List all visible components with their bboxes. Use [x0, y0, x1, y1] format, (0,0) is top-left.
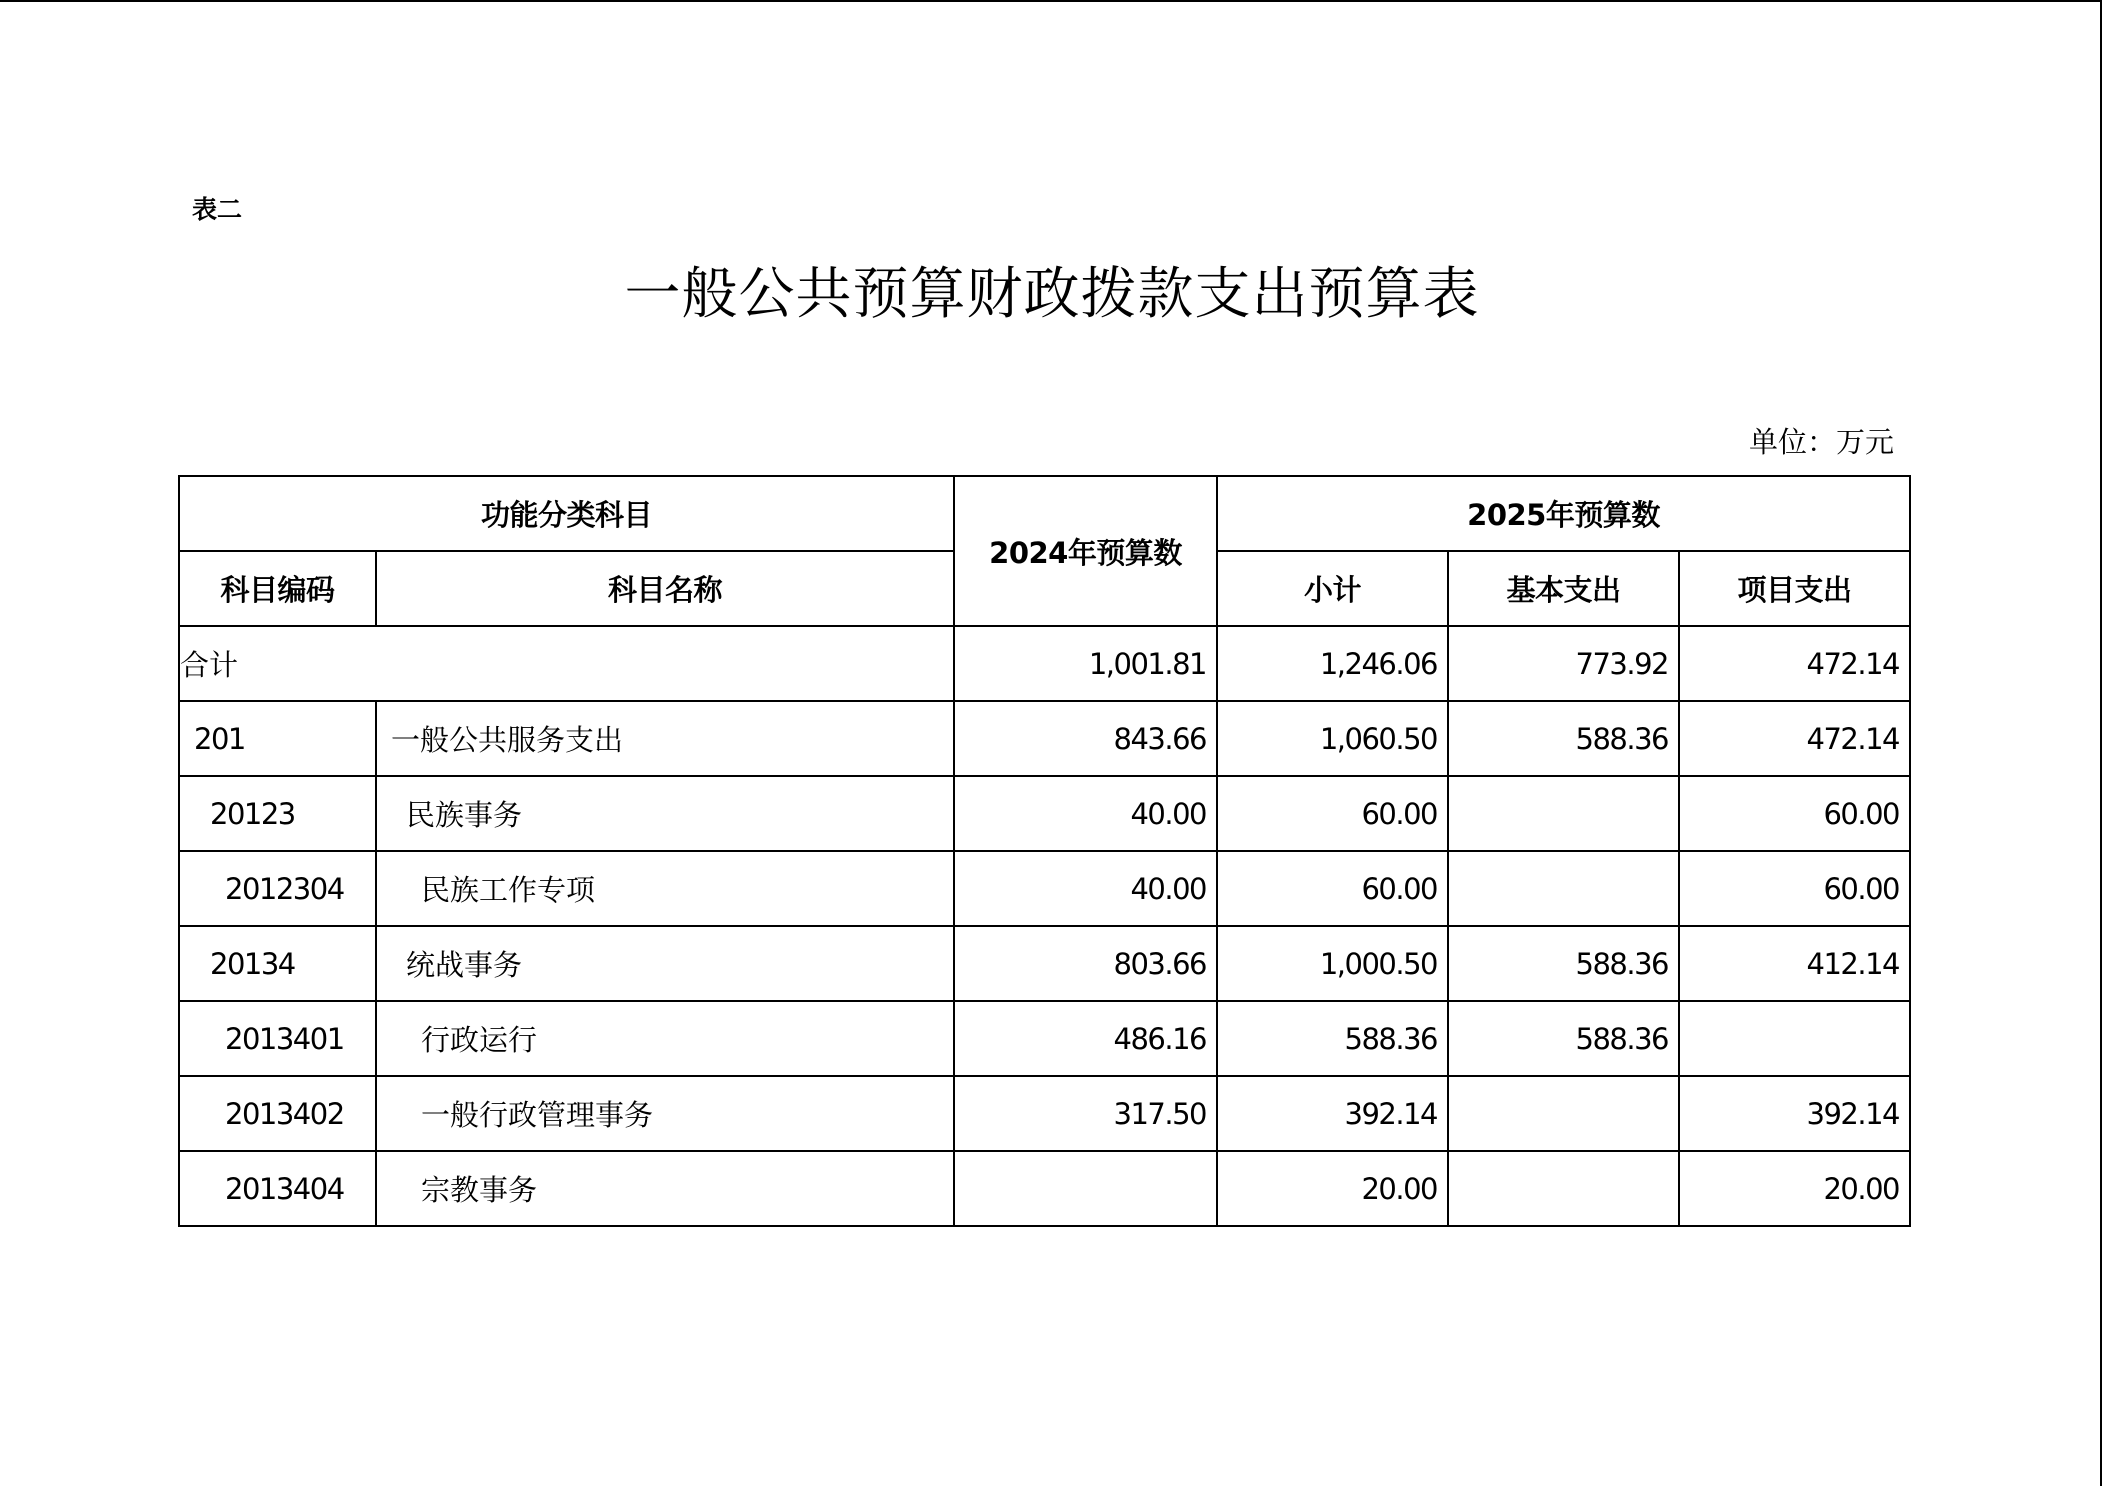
- row-basic: [1448, 1151, 1679, 1226]
- unit-label: 单位：万元: [1748, 425, 1894, 459]
- row-budget-2024: 843.66: [954, 701, 1217, 776]
- header-budget-2024: 2024年预算数: [954, 476, 1217, 626]
- header-row-1: [179, 476, 1910, 551]
- row-basic: [1448, 776, 1679, 851]
- row-project: 20.00: [1679, 1151, 1910, 1226]
- row-subtotal: 392.14: [1217, 1076, 1448, 1151]
- row-code: 20123: [179, 776, 376, 851]
- header-code: 科目编码: [179, 551, 376, 626]
- row-basic: 588.36: [1448, 926, 1679, 1001]
- row-basic: [1448, 851, 1679, 926]
- table-row: [179, 926, 1910, 1001]
- row-project: 60.00: [1679, 776, 1910, 851]
- row-project: 392.14: [1679, 1076, 1910, 1151]
- row-subtotal: 60.00: [1217, 776, 1448, 851]
- row-subtotal: 1,060.50: [1217, 701, 1448, 776]
- row-project: 60.00: [1679, 851, 1910, 926]
- total-row: [179, 626, 1910, 701]
- row-project: 412.14: [1679, 926, 1910, 1001]
- row-basic: 588.36: [1448, 1001, 1679, 1076]
- row-budget-2024: 40.00: [954, 851, 1217, 926]
- row-basic: 588.36: [1448, 701, 1679, 776]
- row-subtotal: 60.00: [1217, 851, 1448, 926]
- row-code: 201: [179, 701, 376, 776]
- header-subtotal: 小计: [1217, 551, 1448, 626]
- header-basic: 基本支出: [1448, 551, 1679, 626]
- header-name: 科目名称: [376, 551, 954, 626]
- total-basic: 773.92: [1448, 626, 1679, 701]
- header-budget-2025: 2025年预算数: [1217, 476, 1910, 551]
- row-code: 2013404: [179, 1151, 376, 1226]
- budget-table: [178, 475, 1911, 1227]
- row-name: 宗教事务: [376, 1151, 954, 1226]
- header-project: 项目支出: [1679, 551, 1910, 626]
- row-name: 一般公共服务支出: [376, 701, 954, 776]
- table-row: [179, 701, 1910, 776]
- row-budget-2024: 40.00: [954, 776, 1217, 851]
- row-budget-2024: 803.66: [954, 926, 1217, 1001]
- row-code: 2013401: [179, 1001, 376, 1076]
- row-project: 472.14: [1679, 701, 1910, 776]
- row-basic: [1448, 1076, 1679, 1151]
- header-functional-category: 功能分类科目: [179, 476, 954, 551]
- row-name: 统战事务: [376, 926, 954, 1001]
- total-budget-2024: 1,001.81: [954, 626, 1217, 701]
- table-row: [179, 1001, 1910, 1076]
- document-title: 一般公共预算财政拨款支出预算表: [624, 262, 1480, 327]
- row-code: 20134: [179, 926, 376, 1001]
- row-name: 一般行政管理事务: [376, 1076, 954, 1151]
- row-code: 2012304: [179, 851, 376, 926]
- row-code: 2013402: [179, 1076, 376, 1151]
- row-subtotal: 1,000.50: [1217, 926, 1448, 1001]
- row-name: 民族事务: [376, 776, 954, 851]
- row-name: 行政运行: [376, 1001, 954, 1076]
- row-budget-2024: [954, 1151, 1217, 1226]
- total-subtotal: 1,246.06: [1217, 626, 1448, 701]
- row-project: [1679, 1001, 1910, 1076]
- table-row: [179, 776, 1910, 851]
- row-subtotal: 20.00: [1217, 1151, 1448, 1226]
- total-label: 合计: [179, 626, 954, 701]
- table-row: [179, 851, 1910, 926]
- row-name: 民族工作专项: [376, 851, 954, 926]
- table-row: [179, 1151, 1910, 1226]
- row-subtotal: 588.36: [1217, 1001, 1448, 1076]
- table-row: [179, 1076, 1910, 1151]
- row-budget-2024: 486.16: [954, 1001, 1217, 1076]
- total-project: 472.14: [1679, 626, 1910, 701]
- row-budget-2024: 317.50: [954, 1076, 1217, 1151]
- table-label: 表二: [192, 195, 243, 224]
